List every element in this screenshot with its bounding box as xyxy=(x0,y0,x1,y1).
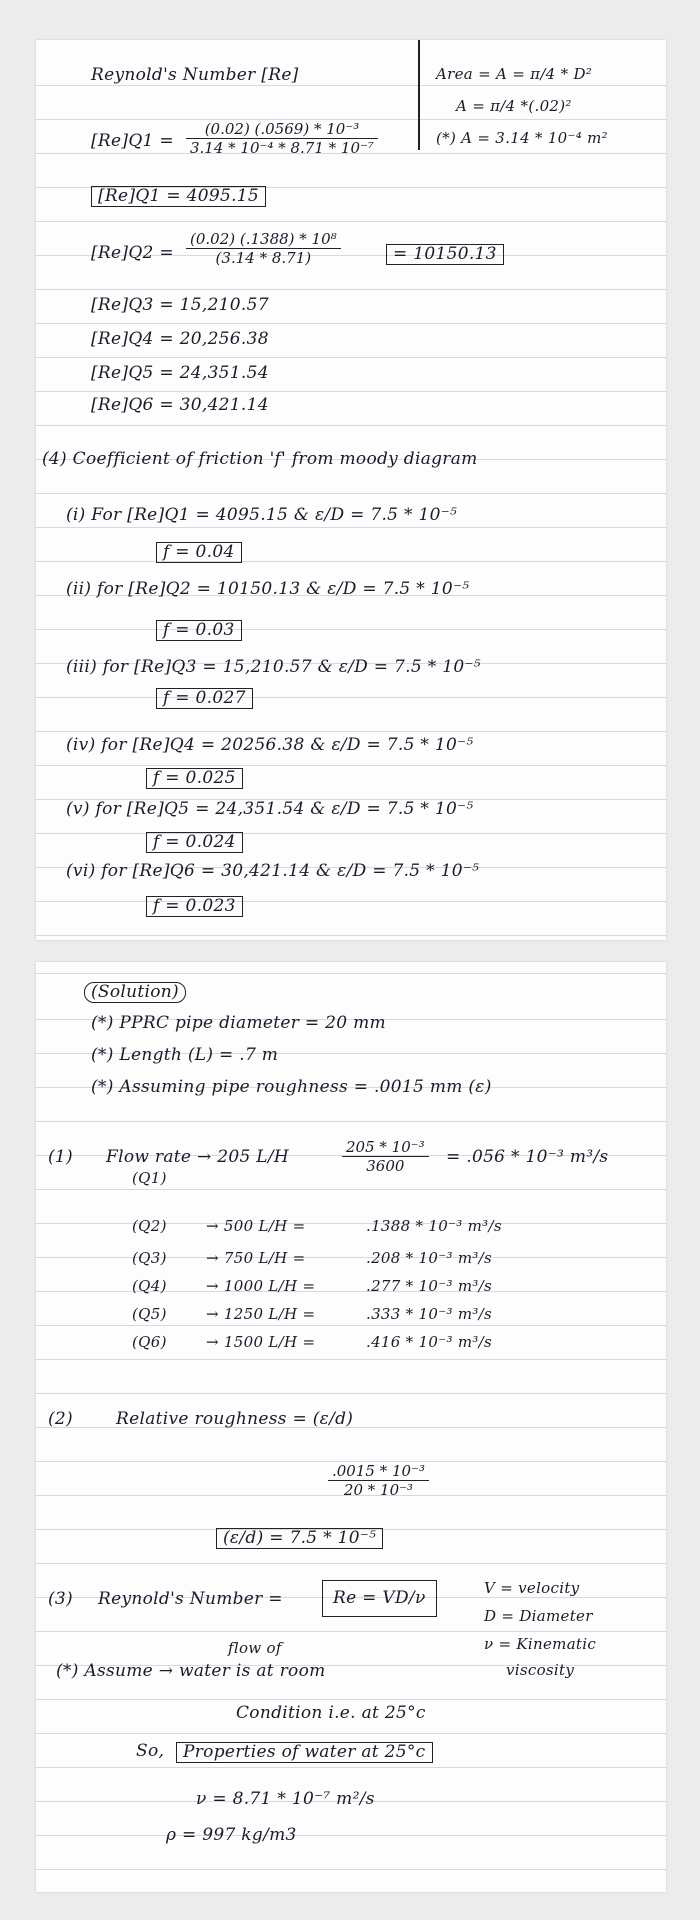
water-properties-heading: Properties of water at 25°c xyxy=(176,1742,433,1763)
kinematic-viscosity-value: ν = 8.71 * 10⁻⁷ m²/s xyxy=(196,1789,375,1809)
flow-q4-label: (Q4) xyxy=(132,1277,167,1295)
given-length: (*) Length (L) = .7 m xyxy=(91,1045,279,1065)
reynolds-step-number: (3) xyxy=(48,1589,73,1609)
f-item-6-label: (vi) for [Re]Q6 = 30,421.14 & ε/D = 7.5 * 10⁻⁵ xyxy=(66,861,480,881)
f-item-1-result: f = 0.04 xyxy=(156,542,242,563)
density-value: ρ = 997 kg/m3 xyxy=(166,1825,297,1845)
section-4-heading: (4) Coefficient of friction 'f' from moody diagram xyxy=(42,449,478,469)
re-q3: [Re]Q3 = 15,210.57 xyxy=(91,295,269,315)
f-item-1-label: (i) For [Re]Q1 = 4095.15 & ε/D = 7.5 * 10⁻⁵ xyxy=(66,505,458,525)
assume-condition: Condition i.e. at 25°c xyxy=(236,1703,426,1723)
legend-velocity: V = velocity xyxy=(484,1579,580,1597)
flow-q6-lh: → 1500 L/H = xyxy=(206,1333,316,1351)
re-q1-lhs: [Re]Q1 = xyxy=(91,131,174,151)
flow-step-number: (1) xyxy=(48,1147,73,1167)
flow-fraction: $\frac{\text{205 * 10⁻³}}{3600}$ xyxy=(342,1138,429,1175)
given-diameter: (*) PPRC pipe diameter = 20 mm xyxy=(91,1013,386,1033)
legend-viscosity: viscosity xyxy=(506,1661,575,1679)
reynolds-heading: Reynold's Number [Re] xyxy=(91,65,299,85)
relative-roughness-label: Relative roughness = (ε/d) xyxy=(116,1409,354,1429)
area-line-2: A = π/4 *(.02)² xyxy=(456,97,572,115)
f-item-2-label: (ii) for [Re]Q2 = 10150.13 & ε/D = 7.5 * 10⁻⁵ xyxy=(66,579,470,599)
reynolds-formula: Re = VD/ν xyxy=(322,1580,437,1617)
flow-q5-lh: → 1250 L/H = xyxy=(206,1305,316,1323)
f-item-5-label: (v) for [Re]Q5 = 24,351.54 & ε/D = 7.5 * 10⁻⁵ xyxy=(66,799,474,819)
re-q2-fraction: $\frac{\text{(0.02) (.1388) * 10⁸}}{(3.14 * 8.71)}$ xyxy=(186,230,341,267)
notes-page-2 xyxy=(36,962,666,1892)
so-label: So, xyxy=(136,1741,165,1761)
re-q1-fraction: $\frac{\text{(0.02) (.0569) * 10⁻³}}{\text{3.14 * 10⁻⁴ * 8.71 * 10⁻⁷}}$ xyxy=(186,120,378,157)
flow-q2-label: (Q2) xyxy=(132,1217,167,1235)
flow-q4-value: .277 * 10⁻³ m³/s xyxy=(366,1277,493,1295)
f-item-5-result: f = 0.024 xyxy=(146,832,243,853)
flow-q2-lh: → 500 L/H = xyxy=(206,1217,306,1235)
f-item-4-result: f = 0.025 xyxy=(146,768,243,789)
f-item-3-label: (iii) for [Re]Q3 = 15,210.57 & ε/D = 7.5 * 10⁻⁵ xyxy=(66,657,481,677)
notes-page-1 xyxy=(36,40,666,940)
flow-q3-value: .208 * 10⁻³ m³/s xyxy=(366,1249,493,1267)
column-divider xyxy=(418,40,420,150)
flow-q5-label: (Q5) xyxy=(132,1305,167,1323)
re-q5: [Re]Q5 = 24,351.54 xyxy=(91,363,269,383)
re-q1-result: [Re]Q1 = 4095.15 xyxy=(91,186,266,207)
flow-q3-lh: → 750 L/H = xyxy=(206,1249,306,1267)
f-item-3-result: f = 0.027 xyxy=(156,688,253,709)
f-item-2-result: f = 0.03 xyxy=(156,620,242,641)
re-q2-result: = 10150.13 xyxy=(386,244,504,265)
legend-diameter: D = Diameter xyxy=(484,1607,593,1625)
re-q2-lhs: [Re]Q2 = xyxy=(91,243,174,263)
solution-heading: (Solution) xyxy=(84,982,186,1003)
re-q4: [Re]Q4 = 20,256.38 xyxy=(91,329,269,349)
flow-q4-lh: → 1000 L/H = xyxy=(206,1277,316,1295)
given-roughness: (*) Assuming pipe roughness = .0015 mm (ε) xyxy=(91,1077,492,1097)
assume-flow-of: flow of xyxy=(228,1639,282,1657)
flow-rate-label: Flow rate → 205 L/H xyxy=(106,1147,290,1167)
f-item-4-label: (iv) for [Re]Q4 = 20256.38 & ε/D = 7.5 * 10⁻⁵ xyxy=(66,735,474,755)
flow-q6-label: (Q6) xyxy=(132,1333,167,1351)
flow-q1-label: (Q1) xyxy=(132,1169,167,1187)
roughness-fraction: $\frac{\text{.0015 * 10⁻³}}{\text{20 * 10⁻³}}$ xyxy=(328,1462,429,1499)
flow-q2-value: .1388 * 10⁻³ m³/s xyxy=(366,1217,502,1235)
area-line-1: Area = A = π/4 * D² xyxy=(436,65,593,83)
flow-q3-label: (Q3) xyxy=(132,1249,167,1267)
area-line-3: (*) A = 3.14 * 10⁻⁴ m² xyxy=(436,129,608,147)
flow-q1-result: = .056 * 10⁻³ m³/s xyxy=(446,1147,609,1167)
legend-kinematic: ν = Kinematic xyxy=(484,1635,597,1653)
roughness-step-number: (2) xyxy=(48,1409,73,1429)
flow-q6-value: .416 * 10⁻³ m³/s xyxy=(366,1333,493,1351)
reynolds-number-label: Reynold's Number = xyxy=(98,1589,283,1609)
relative-roughness-result: (ε/d) = 7.5 * 10⁻⁵ xyxy=(216,1528,383,1549)
assume-line: (*) Assume → water is at room xyxy=(56,1661,326,1681)
f-item-6-result: f = 0.023 xyxy=(146,896,243,917)
re-q6: [Re]Q6 = 30,421.14 xyxy=(91,395,269,415)
flow-q5-value: .333 * 10⁻³ m³/s xyxy=(366,1305,493,1323)
